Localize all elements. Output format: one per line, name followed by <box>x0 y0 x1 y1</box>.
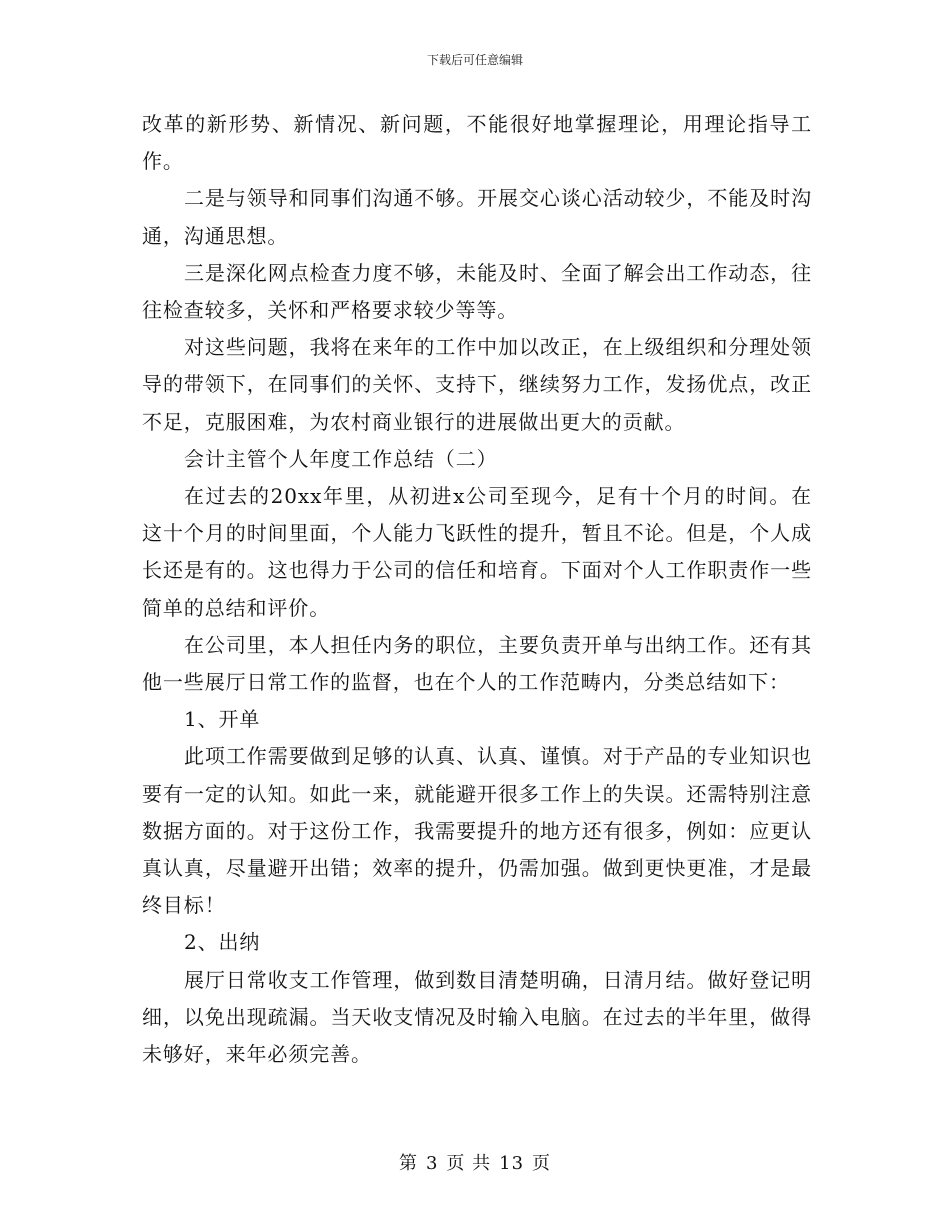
page-header: 下载后可任意编辑 <box>426 53 523 67</box>
paragraph: 此项工作需要做到足够的认真、认真、谨慎。对于产品的专业知识也要有一定的认知。如此一来，就能避开很多工作上的失误。还需特别注意数据方面的。对于这份工作，我需要提升的地方还有很多，例如：应更认真认真，尽量避开出错；效率的提升，仍需加强。做到更快更准，才是最终目标！ <box>142 744 812 918</box>
total-pages: 13 <box>499 1153 525 1174</box>
page-number: 3 <box>425 1153 439 1174</box>
section-heading: 会计主管个人年度工作总结（二） <box>184 446 498 471</box>
footer-middle: 页 共 <box>446 1153 492 1174</box>
paragraph: 三是深化网点检查力度不够，未能及时、全面了解会出工作动态，往往检查较多，关怀和严格要求较少等等。 <box>142 260 812 323</box>
paragraph: 改革的新形势、新情况、新问题，不能很好地掌握理论，用理论指导工作。 <box>142 112 812 174</box>
subsection-heading: 1、开单 <box>184 707 261 732</box>
page-footer <box>0 1152 950 1176</box>
paragraph: 展厅日常收支工作管理，做到数目清楚明确，日清月结。做好登记明细，以免出现疏漏。当天收支情况及时输入电脑。在过去的半年里，做得未够好，来年必须完善。 <box>142 967 812 1067</box>
subsection-heading: 2、出纳 <box>184 930 261 955</box>
paragraph: 在公司里，本人担任内务的职位，主要负责开单与出纳工作。还有其他一些展厅日常工作的监督，也在个人的工作范畴内，分类总结如下： <box>142 632 812 695</box>
paragraph: 二是与领导和同事们沟通不够。开展交心谈心活动较少，不能及时沟通，沟通思想。 <box>142 186 812 248</box>
document-body <box>142 106 812 1073</box>
paragraph: 在过去的20xx年里，从初进x公司至现今，足有十个月的时间。在这十个月的时间里面，个人能力飞跃性的提升，暂且不论。但是，个人成长还是有的。这也得力于公司的信任和培育。下面对个人工作职责作一些简单的总结和评价。 <box>142 484 812 620</box>
footer-prefix: 第 <box>398 1153 418 1174</box>
footer-suffix: 页 <box>532 1153 552 1174</box>
paragraph: 对这些问题，我将在来年的工作中加以改正，在上级组织和分理处领导的带领下，在同事们的关怀、支持下，继续努力工作，发扬优点，改正不足，克服困难，为农村商业银行的进展做出更大的贡献。 <box>142 335 812 434</box>
